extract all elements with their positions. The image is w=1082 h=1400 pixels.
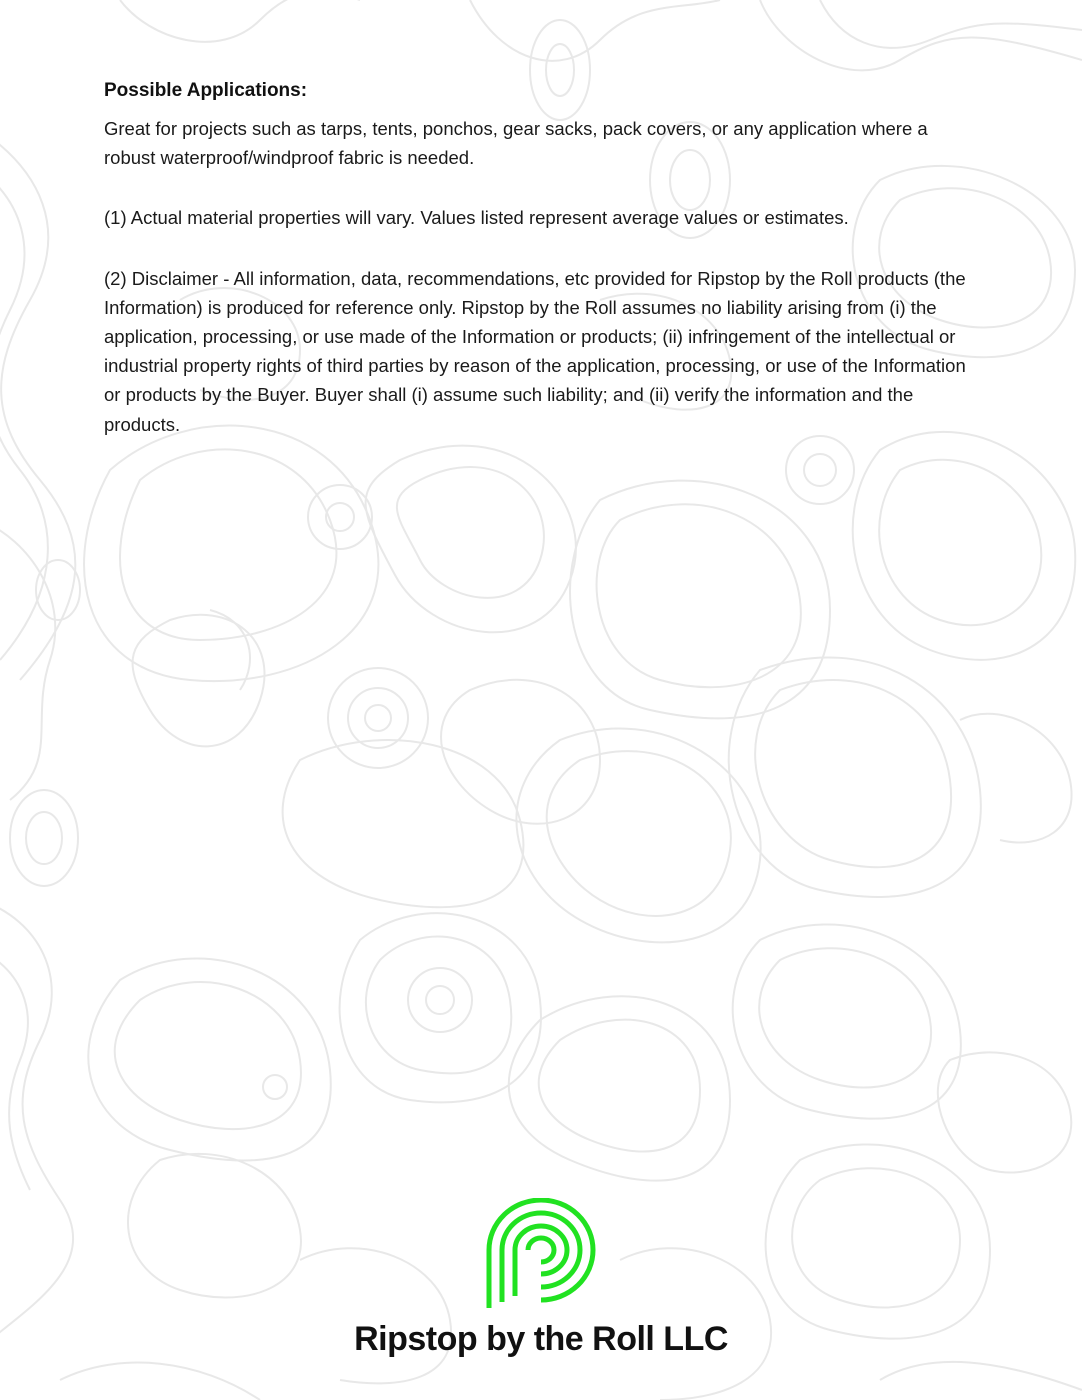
applications-text: Great for projects such as tarps, tents, ponchos, gear sacks, pack covers, or any application where a robust waterproof/windproof fabric is needed.: [104, 118, 928, 169]
ripstop-roll-p-logo-icon: [484, 1198, 598, 1310]
company-name: Ripstop by the Roll LLC: [354, 1320, 728, 1358]
document-body: [104, 78, 984, 470]
footnote-1: (1) Actual material properties will vary. Values listed represent average values or estimates.: [104, 207, 849, 229]
disclaimer-footnote-2: (2) Disclaimer - All information, data, recommendations, etc provided for Ripstop by the Roll products (the Information) is produced for reference only. Ripstop by the Roll assumes no liability arising from (i) the application, processing, or use made of the Information or products; (ii) infringement of the intellectual or industrial property rights of third parties by reason of the application, processing, or use of the Information or products by the Buyer. Buyer shall (i) assume such liability; and (ii) verify the information and the products.: [104, 267, 966, 435]
applications-heading: Possible Applications:: [104, 80, 308, 101]
